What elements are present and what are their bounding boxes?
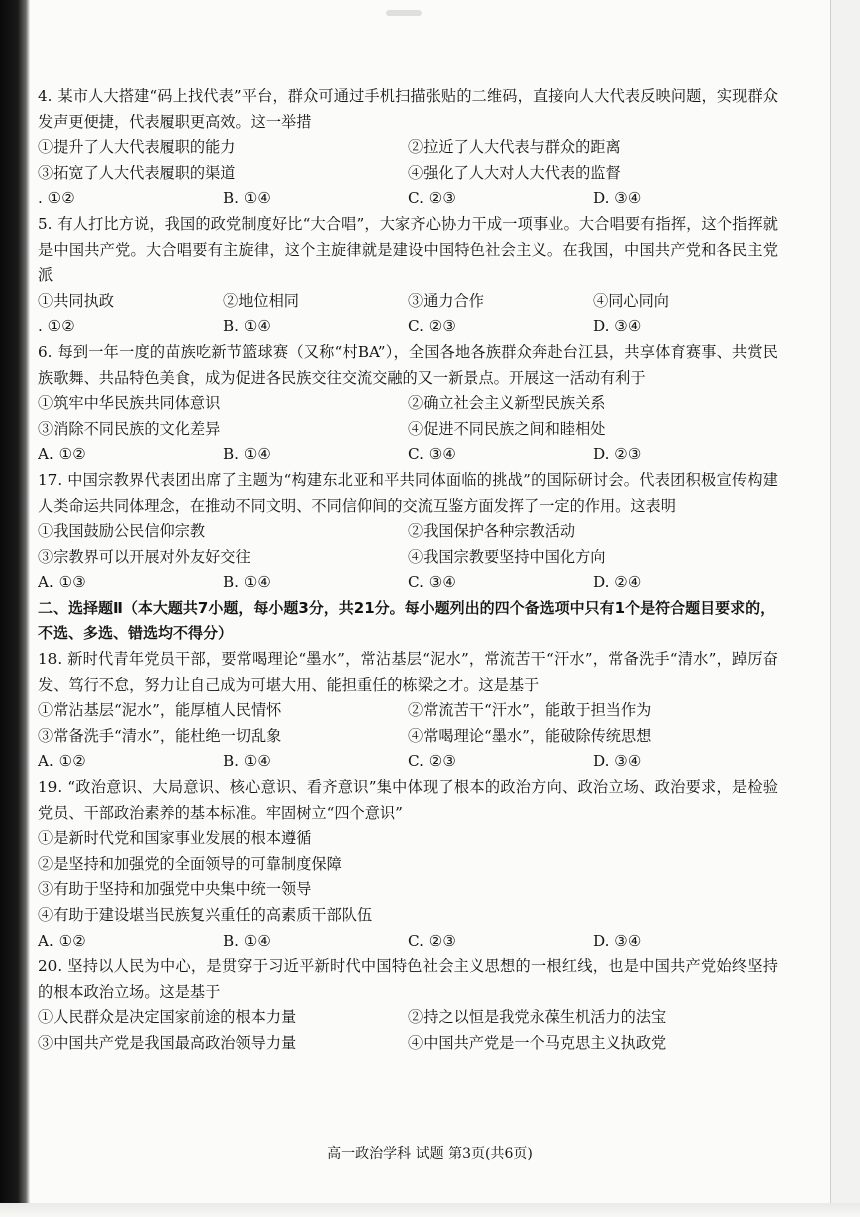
answer-choices [38, 314, 778, 340]
question-stem: 20. 坚持以人民为中心，是贯穿于习近平新时代中国特色社会主义思想的一根红线，也是中国共产党始终坚持的根本政治立场。这是基于 [38, 957, 778, 1001]
statement-2: ②是坚持和加强党的全面领导的可靠制度保障 [38, 854, 342, 873]
statement-3: ③有助于坚持和加强党中央集中统一领导 [38, 880, 312, 899]
scan-binding-shadow [0, 0, 30, 1217]
question-18 [38, 647, 778, 775]
choice-c: C. ③④ [408, 573, 456, 592]
statement-1: ①共同执政 [38, 291, 114, 310]
statement-4: ④强化了人大对人大代表的监督 [408, 163, 621, 182]
question-20 [38, 954, 778, 1056]
answer-choices [38, 929, 778, 955]
question-17 [38, 468, 778, 596]
statement-4: ④促进不同民族之间和睦相处 [408, 419, 606, 438]
statement-row [38, 724, 778, 750]
statement-2: ②常流苦干“汗水”，能敢于担当作为 [408, 701, 652, 720]
statement-3: ③宗教界可以开展对外友好交往 [38, 547, 251, 566]
choice-c: C. ②③ [408, 752, 456, 771]
choice-b: B. ①④ [223, 931, 272, 950]
statement-2: ②拉近了人大代表与群众的距离 [408, 138, 621, 157]
choice-b: B. ①④ [223, 573, 272, 592]
question-stem: 4. 某市人大搭建“码上找代表”平台，群众可通过手机扫描张贴的二维码，直接向人大代表反映问题，实现群众发声更便捷，代表履职更高效。这一举措 [38, 87, 778, 131]
choice-d: D. ③④ [593, 752, 642, 771]
choice-a: . ①② [38, 317, 75, 336]
statement-row [38, 519, 778, 545]
choice-d: D. ③④ [593, 189, 642, 208]
statement-4: ④同心同向 [593, 291, 669, 310]
statement-2: ②确立社会主义新型民族关系 [408, 394, 606, 413]
statement-row [38, 289, 778, 315]
statement-row [38, 1031, 778, 1057]
choice-d: D. ③④ [593, 317, 642, 336]
statement-2: ②地位相同 [223, 291, 299, 310]
question-16 [38, 340, 778, 468]
statement-4: ④我国宗教要坚持中国化方向 [408, 547, 606, 566]
statement-1: ①是新时代党和国家事业发展的根本遵循 [38, 829, 312, 848]
statement-row [38, 1005, 778, 1031]
choice-c: C. ②③ [408, 189, 456, 208]
choice-d: D. ②④ [593, 573, 642, 592]
choice-a: A. ①③ [38, 573, 86, 592]
choice-b: B. ①④ [223, 317, 272, 336]
exam-content [38, 84, 778, 1057]
choice-b: B. ①④ [223, 445, 272, 464]
statement-3: ③中国共产党是我国最高政治领导力量 [38, 1033, 297, 1052]
choice-c: C. ②③ [408, 931, 456, 950]
question-19 [38, 775, 778, 954]
answer-choices [38, 570, 778, 596]
statement-3: ③拓宽了人大代表履职的渠道 [38, 163, 236, 182]
choice-b: B. ①④ [223, 189, 272, 208]
statement-3: ③通力合作 [408, 291, 484, 310]
answer-choices [38, 749, 778, 775]
statement-3: ③常备洗手“清水”，能杜绝一切乱象 [38, 726, 282, 745]
statement-4: ④有助于建设堪当民族复兴重任的高素质干部队伍 [38, 906, 373, 924]
question-stem: 17. 中国宗教界代表团出席了主题为“构建东北亚和平共同体面临的挑战”的国际研讨会。代表团积极宣传构建人类命运共同体理念，在推动不同文明、不同信仰间的交流互鉴方面发挥了一定的作用。这表明 [38, 470, 778, 515]
choice-a: A. ①② [38, 752, 86, 771]
statement-1: ①筑牢中华民族共同体意识 [38, 394, 221, 413]
question-stem: 6. 每到一年一度的苗族吃新节篮球赛（又称“村BA”），全国各地各族群众奔赴台江县，共享体育赛事、共赏民族歌舞、共品特色美食，成为促进各民族交往交流交融的又一新景点。开展这一活动有利于 [38, 342, 778, 387]
section-heading: 二、选择题Ⅱ（本大题共7小题，每小题3分，共21分。每小题列出的四个备选项中只有1个是符合题目要求的，不选、多选、错选均不得分） [38, 598, 776, 643]
statement-row [38, 391, 778, 417]
statement-1: ①人民群众是决定国家前途的根本力量 [38, 1008, 297, 1027]
choice-c: C. ②③ [408, 317, 456, 336]
choice-a: . ①② [38, 189, 75, 208]
answer-choices [38, 442, 778, 468]
statement-1: ①提升了人大代表履职的能力 [38, 138, 236, 157]
statement-row [38, 545, 778, 571]
question-stem: 19. “政治意识、大局意识、核心意识、看齐意识”集中体现了根本的政治方向、政治立场、政治要求，是检验党员、干部政治素养的基本标准。牢固树立“四个意识” [38, 778, 778, 822]
statement-row [38, 161, 778, 187]
choice-d: D. ③④ [593, 931, 642, 950]
statement-4: ④中国共产党是一个马克思主义执政党 [408, 1033, 667, 1052]
question-stem: 18. 新时代青年党员干部，要常喝理论“墨水”，常沾基层“泥水”，常流苦干“汗水”，常备洗手“清水”，踔厉奋发、笃行不怠，努力让自己成为可堪大用、能担重任的栋梁之才。这是基于 [38, 650, 778, 694]
question-15 [38, 212, 778, 340]
statement-1: ①我国鼓励公民信仰宗教 [38, 522, 206, 541]
page-footer: 高一政治学科 试题 第3页(共6页) [327, 1146, 533, 1162]
choice-a: A. ①② [38, 931, 86, 950]
answer-choices [38, 186, 778, 212]
choice-d: D. ②③ [593, 445, 642, 464]
statement-3: ③消除不同民族的文化差异 [38, 419, 221, 438]
choice-b: B. ①④ [223, 752, 272, 771]
statement-2: ②我国保护各种宗教活动 [408, 522, 576, 541]
choice-a: A. ①② [38, 445, 86, 464]
statement-row [38, 698, 778, 724]
statement-2: ②持之以恒是我党永葆生机活力的法宝 [408, 1008, 667, 1027]
statement-row [38, 417, 778, 443]
scan-bottom-edge [0, 1203, 860, 1217]
choice-c: C. ③④ [408, 445, 456, 464]
scan-smudge [386, 10, 422, 16]
question-14 [38, 84, 778, 212]
statement-4: ④常喝理论“墨水”，能破除传统思想 [408, 726, 652, 745]
statement-1: ①常沾基层“泥水”，能厚植人民情怀 [38, 701, 282, 720]
question-stem: 5. 有人打比方说，我国的政党制度好比“大合唱”，大家齐心协力干成一项事业。大合唱要有指挥，这个指挥就是中国共产党。大合唱要有主旋律，这个主旋律就是建设中国特色社会主义。在我国，中国共产党和各民主党派 [38, 214, 778, 285]
statement-row [38, 135, 778, 161]
